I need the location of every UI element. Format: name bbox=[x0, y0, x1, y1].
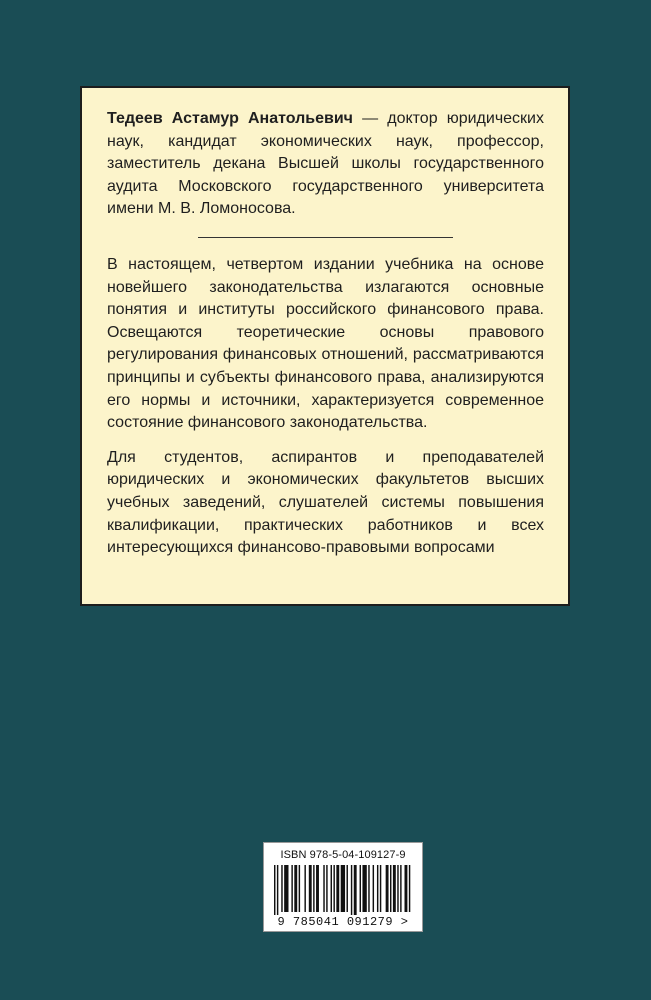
author-bio: — доктор юридических наук, кандидат экономических наук, профессор, заместитель декана Высшей школы государственного аудита Московского государственного университета имени М. В. Ломоносова. bbox=[107, 110, 544, 218]
barcode-bars bbox=[272, 865, 416, 915]
barcode-digits: 9 785041 091279 > bbox=[277, 915, 409, 929]
divider-line bbox=[198, 237, 453, 238]
isbn-label: ISBN 978-5-04-109127-9 bbox=[280, 849, 406, 861]
book-description: В настоящем, четвертом издании учебника на основе новейшего законодательства излагаются основные понятия и институты российского финансового права. Освещаются теоретические основы правового регулирования финансовых отношений, рассматриваются принципы и субъекты финансового права, анализируются его нормы и источники, характеризуется современное состояние финансового законодательства. bbox=[107, 255, 544, 432]
author-name: Тедеев Астамур Анатольевич bbox=[107, 110, 353, 127]
info-box bbox=[80, 86, 570, 606]
barcode-box bbox=[263, 842, 423, 932]
target-audience: Для студентов, аспирантов и преподавателей юридических и экономических факультетов высших учебных заведений, слушателей системы повышения квалификации, практических работников и всех интересующихся финансово-правовыми вопросами bbox=[107, 448, 544, 557]
author-paragraph bbox=[107, 108, 544, 221]
